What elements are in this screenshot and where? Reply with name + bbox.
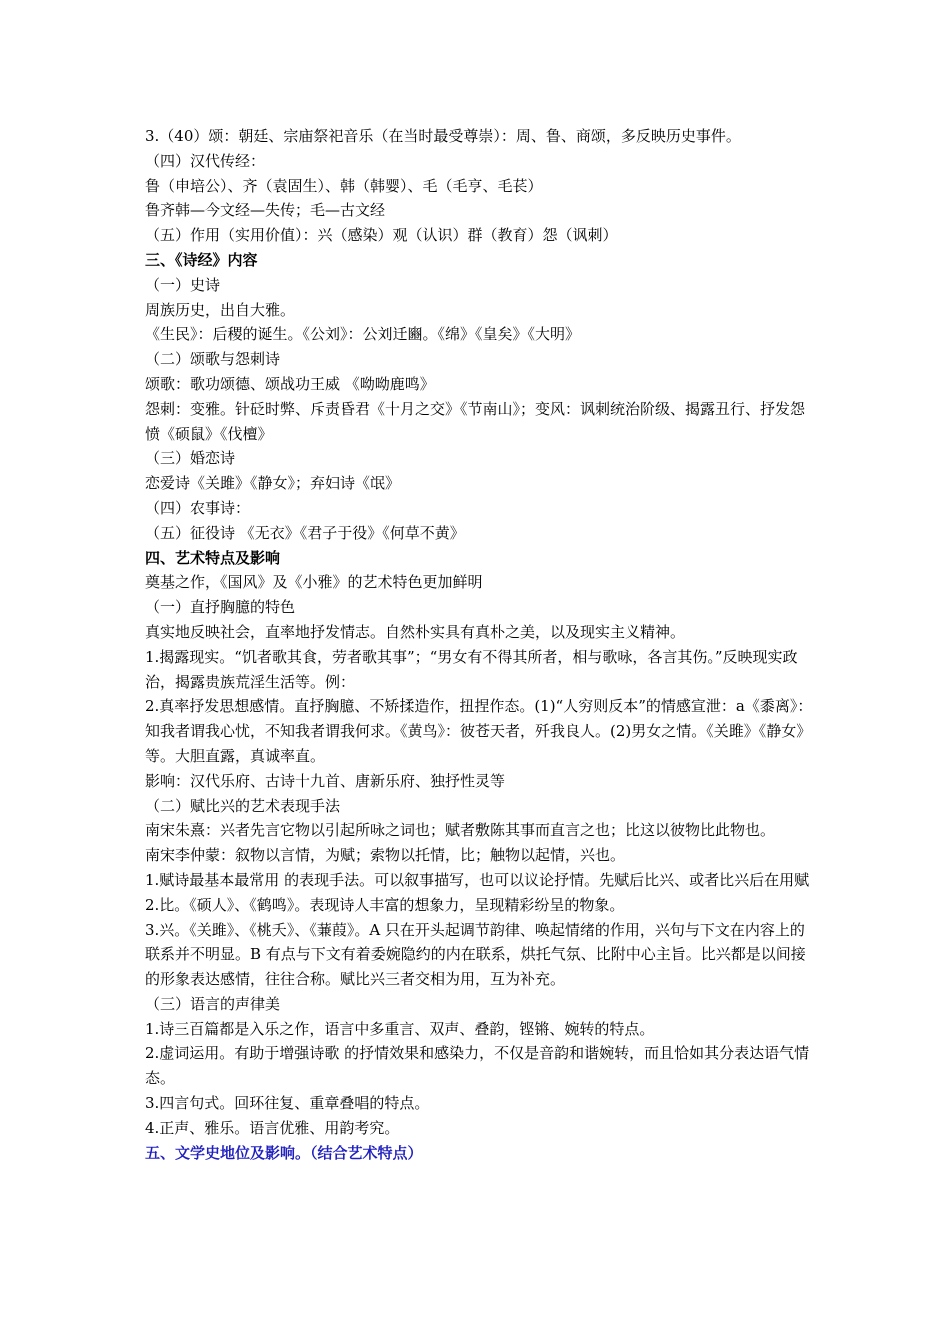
paragraph-line: （五）作用（实用价值）：兴（感染）观（认识）群（教育）怨（讽刺） bbox=[145, 226, 618, 245]
paragraph-line: 《生民》：后稷的诞生。《公刘》：公刘迁豳。《绵》《皇矣》《大明》 bbox=[145, 325, 581, 344]
paragraph-line: （一）直抒胸臆的特色 bbox=[145, 598, 296, 617]
paragraph-line: 1.揭露现实。“饥者歌其食，劳者歌其事”；“男女有不得其所者，相与歌咏，各言其伤。”反映现实政治，揭露贵族荒淫生活等。例： bbox=[145, 647, 798, 691]
section-heading: 五、文学史地位及影响。（结合艺术特点） bbox=[145, 1143, 423, 1162]
section-heading: 四、艺术特点及影响 bbox=[145, 548, 281, 567]
paragraph-line: 颂歌：歌功颂德、颂战功王威 《呦呦鹿鸣》 bbox=[145, 374, 435, 393]
paragraph-line: 奠基之作，《国风》及《小雅》的艺术特色更加鲜明 bbox=[145, 573, 483, 592]
paragraph-line: 2.比。《硕人》、《鹤鸣》。表现诗人丰富的想象力，呈现精彩纷呈的物象。 bbox=[145, 895, 625, 914]
paragraph-line: 3.兴。《关雎》、《桃夭》、《蒹葭》。A 只在开头起调节韵律、唤起情绪的作用，兴句与下文在内容上的联系并不明显。B 有点与下文有着委婉隐约的内在联系，烘托气氛、比附中心主旨。比兴都是以间接的形象表达感情，往往合称。赋比兴三者交相为用，互为补充。 bbox=[145, 920, 806, 989]
paragraph-line: 3.四言句式。回环往复、重章叠唱的特点。 bbox=[145, 1094, 430, 1113]
paragraph-line: 2.虚词运用。有助于增强诗歌 的抒情效果和感染力，不仅是音韵和谐婉转，而且恰如其分表达语气情态。 bbox=[145, 1044, 810, 1088]
paragraph-line: （四）汉代传经： bbox=[145, 151, 266, 170]
paragraph-line: （二）赋比兴的艺术表现手法 bbox=[145, 796, 341, 815]
paragraph-line: 鲁齐韩—今文经—失传；毛—古文经 bbox=[145, 201, 386, 220]
paragraph-line: （二）颂歌与怨刺诗 bbox=[145, 350, 281, 369]
paragraph-line: 恋爱诗《关雎》《静女》；弃妇诗《氓》 bbox=[145, 474, 401, 493]
paragraph-line: （五）征役诗 《无衣》《君子于役》《何草不黄》 bbox=[145, 523, 465, 542]
paragraph-line: 怨刺：变雅。针砭时弊、斥责昏君《十月之交》《节南山》；变风：讽刺统治阶级、揭露丑行、抒发怨愤《硕鼠》《伐檀》 bbox=[145, 399, 806, 443]
section-heading: 三、《诗经》内容 bbox=[145, 250, 258, 269]
paragraph-line: 1.诗三百篇都是入乐之作，语言中多重言、双声、叠韵，铿锵、婉转的特点。 bbox=[145, 1019, 655, 1038]
paragraph-line: （四）农事诗： bbox=[145, 498, 251, 517]
paragraph-line: （三）婚恋诗 bbox=[145, 449, 236, 468]
paragraph-line: 4.正声、雅乐。语言优雅、用韵考究。 bbox=[145, 1118, 400, 1137]
paragraph-line: 1.赋诗最基本最常用 的表现手法。可以叙事描写，也可以议论抒情。先赋后比兴、或者比兴后在用赋 bbox=[145, 870, 810, 889]
paragraph-line: （一）史诗 bbox=[145, 275, 221, 294]
paragraph-line: 影响：汉代乐府、古诗十九首、唐新乐府、独抒性灵等 bbox=[145, 771, 506, 790]
paragraph-line: 南宋朱熹：兴者先言它物以引起所咏之词也；赋者敷陈其事而直言之也；比这以彼物比此物也。 bbox=[145, 821, 776, 840]
paragraph-line: （三）语言的声律美 bbox=[145, 994, 281, 1013]
paragraph-line: 真实地反映社会，直率地抒发情志。自然朴实具有真朴之美，以及现实主义精神。 bbox=[145, 622, 686, 641]
paragraph-line: 鲁（申培公）、齐（袁固生）、韩（韩婴）、毛（毛亨、毛苌） bbox=[145, 176, 543, 195]
paragraph-line: 南宋李仲蒙：叙物以言情，为赋；索物以托情，比；触物以起情，兴也。 bbox=[145, 846, 626, 865]
document-body bbox=[145, 124, 813, 1165]
paragraph-line: 周族历史，出自大雅。 bbox=[145, 300, 296, 319]
paragraph-line: 2.真率抒发思想感情。直抒胸臆、不矫揉造作，扭捏作态。(1)“人穷则反本”的情感宣泄：a《黍离》：知我者谓我心忧，不知我者谓我何求。《黄鸟》：彼苍天者，歼我良人。(2)男女之情。《关雎》《静女》等。大胆直露，真诚率直。 bbox=[145, 697, 813, 765]
paragraph-line: 3.（40）颂：朝廷、宗庙祭祀音乐（在当时最受尊崇）：周、鲁、商颂，多反映历史事件。 bbox=[145, 127, 741, 145]
